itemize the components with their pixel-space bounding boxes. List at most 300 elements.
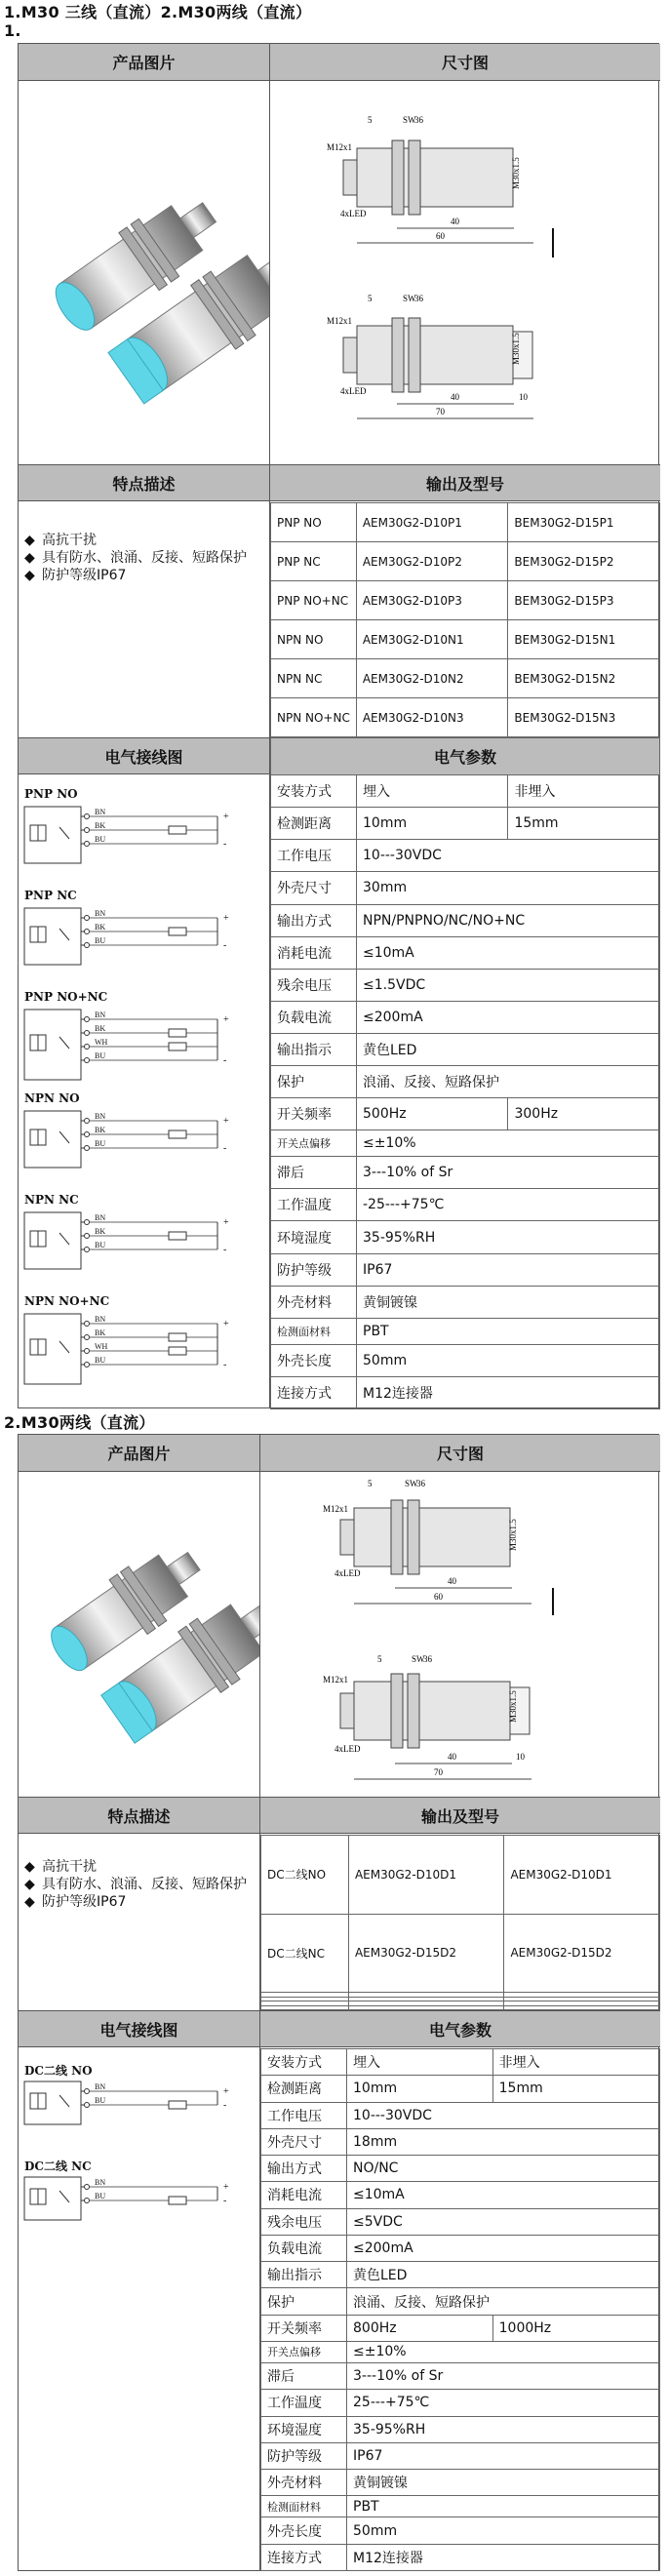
output-type: NPN NC <box>271 659 357 698</box>
wiring-title: PNP NC <box>24 889 77 902</box>
model-row <box>271 581 660 620</box>
param-name: 检测面材料 <box>271 1318 357 1344</box>
diamond-bullet-icon: ◆ <box>24 1894 35 1910</box>
param-row <box>261 2470 660 2496</box>
param-value: 50mm <box>347 2517 660 2544</box>
wire-label: WH <box>95 1038 108 1047</box>
param-name: 开关频率 <box>261 2315 347 2341</box>
wiring-title: DC二线 NC <box>24 2160 92 2173</box>
model-number: AEM30G2-D10P2 <box>356 542 508 581</box>
svg-text:-: - <box>223 1245 227 1255</box>
model-number <box>348 2005 504 2010</box>
param-value: 黄色LED <box>347 2262 660 2288</box>
param-row <box>261 2390 660 2416</box>
svg-text:M12x1: M12x1 <box>327 142 353 152</box>
wire-label: BN <box>95 808 106 816</box>
model-row <box>271 503 660 542</box>
wire-label: BN <box>95 1315 106 1324</box>
param-value: ≤±10% <box>347 2341 660 2362</box>
param-value: 10---30VDC <box>347 2102 660 2128</box>
svg-text:5: 5 <box>368 294 373 303</box>
param-name: 防护等级 <box>261 2442 347 2469</box>
param-row <box>261 2362 660 2389</box>
param-row <box>261 2315 660 2341</box>
param-table <box>270 737 660 1409</box>
param-value: 25---+75℃ <box>347 2390 660 2416</box>
param-name: 输出指示 <box>261 2262 347 2288</box>
photo-header: 产品图片 <box>19 44 269 81</box>
output-header: 输出及型号 <box>260 1797 660 1834</box>
model-row <box>261 1836 660 1915</box>
param-row <box>271 840 660 872</box>
param-name: 残余电压 <box>261 2208 347 2235</box>
wire-label: BU <box>95 835 106 844</box>
params-header: 电气参数 <box>260 2010 660 2047</box>
param-row <box>261 2262 660 2288</box>
model-number: BEM30G2-D15N3 <box>508 698 660 737</box>
param-name: 外壳长度 <box>261 2517 347 2544</box>
param-row <box>261 2517 660 2544</box>
param-value: IP67 <box>347 2442 660 2469</box>
model-row <box>271 698 660 737</box>
param-row <box>261 2235 660 2261</box>
param-name: 消耗电流 <box>261 2182 347 2208</box>
svg-text:10: 10 <box>516 1752 525 1762</box>
wire-label: BU <box>95 1356 106 1365</box>
wiring-diagram-icon <box>22 2175 256 2222</box>
param-row <box>271 936 660 969</box>
param-value: NO/NC <box>347 2156 660 2182</box>
param-row <box>271 1344 660 1376</box>
section2-title: 2.M30两线（直流） <box>4 1413 155 1432</box>
svg-text:60: 60 <box>436 231 445 241</box>
param-name: 外壳材料 <box>261 2470 347 2496</box>
diamond-bullet-icon: ◆ <box>24 1877 35 1892</box>
param-name: 工作温度 <box>271 1189 357 1221</box>
svg-text:+: + <box>223 2182 229 2193</box>
param-row <box>271 1098 660 1130</box>
features-header: 特点描述 <box>19 464 269 501</box>
wire-label: BN <box>95 1213 106 1222</box>
param-row <box>271 1157 660 1189</box>
feature-item: ◆ 高抗干扰 <box>24 533 97 548</box>
diamond-bullet-icon: ◆ <box>24 550 35 566</box>
param-row <box>271 1221 660 1253</box>
wiring-title: PNP NO <box>24 787 78 801</box>
param-name: 负载电流 <box>261 2235 347 2261</box>
param-name: 外壳材料 <box>271 1286 357 1318</box>
svg-text:-: - <box>223 2196 227 2206</box>
param-value: ≤10mA <box>347 2182 660 2208</box>
param-value: 500Hz <box>357 1098 508 1130</box>
svg-text:4xLED: 4xLED <box>340 209 367 218</box>
param-value: 非埋入 <box>508 775 660 808</box>
param-row <box>261 2341 660 2362</box>
param-row <box>261 2442 660 2469</box>
wire-label: BU <box>95 1139 106 1148</box>
param-row <box>271 1376 660 1408</box>
svg-text:40: 40 <box>448 1576 456 1586</box>
param-table <box>260 2048 660 2571</box>
param-row <box>261 2544 660 2570</box>
output-type: NPN NO <box>271 620 357 659</box>
param-row <box>261 2416 660 2442</box>
model-table <box>260 1835 660 2010</box>
param-name: 检测距离 <box>261 2076 347 2102</box>
wiring-diagram-icon <box>22 1008 256 1082</box>
output-type: PNP NC <box>271 542 357 581</box>
model-number: AEM30G2-D15D2 <box>348 1914 504 1993</box>
svg-text:M12x1: M12x1 <box>323 1675 349 1684</box>
svg-text:SW: SW <box>403 115 416 125</box>
feature-item: ◆ 防护等级IP67 <box>24 1894 127 1910</box>
param-row <box>271 1034 660 1066</box>
svg-text:36: 36 <box>423 1654 432 1664</box>
param-value: 35-95%RH <box>357 1221 660 1253</box>
param-row <box>271 1286 660 1318</box>
svg-text:4xLED: 4xLED <box>334 1568 361 1578</box>
svg-text:-: - <box>223 839 227 850</box>
param-value: 3---10% of Sr <box>347 2362 660 2389</box>
output-type <box>261 2005 349 2010</box>
svg-text:+: + <box>223 1319 229 1329</box>
param-value: -25---+75℃ <box>357 1189 660 1221</box>
param-name: 检测面材料 <box>261 2496 347 2517</box>
svg-text:+: + <box>223 1217 229 1228</box>
param-value: IP67 <box>357 1253 660 1286</box>
param-value: PBT <box>347 2496 660 2517</box>
param-value: ≤5VDC <box>347 2208 660 2235</box>
svg-text:40: 40 <box>451 217 459 226</box>
output-type: PNP NO <box>271 503 357 542</box>
svg-text:5: 5 <box>377 1654 382 1664</box>
document-title: 1.M30 三线（直流）2.M30两线（直流） <box>4 3 312 21</box>
model-row <box>261 2005 660 2010</box>
param-name: 工作电压 <box>271 840 357 872</box>
model-number: BEM30G2-D15P3 <box>508 581 660 620</box>
wire-label: BU <box>95 2192 106 2200</box>
wire-label: BK <box>95 1024 106 1033</box>
output-type: PNP NO+NC <box>271 581 357 620</box>
sensor-photo-icon <box>19 82 269 464</box>
param-name: 外壳长度 <box>271 1344 357 1376</box>
param-name: 输出方式 <box>261 2156 347 2182</box>
param-value: 10---30VDC <box>357 840 660 872</box>
svg-text:-: - <box>223 1360 227 1370</box>
wire-label: WH <box>95 1342 108 1351</box>
wire-label: BN <box>95 2082 106 2091</box>
param-name: 防护等级 <box>271 1253 357 1286</box>
svg-text:4xLED: 4xLED <box>334 1744 361 1754</box>
param-value: 800Hz <box>347 2315 493 2341</box>
param-name: 环境湿度 <box>271 1221 357 1253</box>
param-name: 安装方式 <box>271 775 357 808</box>
model-number: BEM30G2-D15N2 <box>508 659 660 698</box>
product-photo <box>19 1473 259 1797</box>
param-value: 10mm <box>347 2076 493 2102</box>
param-row <box>271 872 660 904</box>
param-value: 非埋入 <box>492 2049 659 2076</box>
param-value: 3---10% of Sr <box>357 1157 660 1189</box>
model-number: AEM30G2-D10N3 <box>356 698 508 737</box>
model-table <box>270 502 660 737</box>
output-type: DC二线NC <box>261 1914 349 1993</box>
dimension-drawing-icon <box>270 82 660 464</box>
wire-label: BU <box>95 2096 106 2105</box>
param-name: 消耗电流 <box>271 936 357 969</box>
wiring-diagrams <box>19 2048 259 2572</box>
param-row <box>271 904 660 936</box>
model-number: AEM30G2-D10D1 <box>348 1836 504 1915</box>
param-value: 15mm <box>492 2076 659 2102</box>
svg-text:70: 70 <box>434 1767 443 1777</box>
wire-label: BN <box>95 909 106 918</box>
param-value: 黄色LED <box>357 1034 660 1066</box>
wire-label: BN <box>95 1011 106 1019</box>
params-header: 电气参数 <box>271 738 660 775</box>
wiring-diagram-icon <box>22 1210 256 1271</box>
wiring-diagram-icon <box>22 1312 256 1386</box>
wiring-diagram-icon <box>22 906 256 967</box>
param-value: 300Hz <box>508 1098 660 1130</box>
param-value: ≤200mA <box>357 1001 660 1033</box>
drawing-flush <box>323 1479 553 1615</box>
feature-item: ◆ 具有防水、浪涌、反接、短路保护 <box>24 1877 247 1892</box>
param-value: 10mm <box>357 808 508 840</box>
wire-label: BN <box>95 1112 106 1121</box>
svg-text:5: 5 <box>368 115 373 125</box>
param-value: 埋入 <box>357 775 508 808</box>
wiring-header: 电气接线图 <box>19 737 269 774</box>
section1-number: 1. <box>4 21 21 40</box>
model-number: BEM30G2-D15N1 <box>508 620 660 659</box>
param-row <box>261 2102 660 2128</box>
param-name: 输出指示 <box>271 1034 357 1066</box>
output-type: NPN NO+NC <box>271 698 357 737</box>
model-number: AEM30G2-D10N1 <box>356 620 508 659</box>
feature-list <box>24 532 266 584</box>
model-number: BEM30G2-D15P1 <box>508 503 660 542</box>
wire-label: BK <box>95 1328 106 1337</box>
param-name: 连接方式 <box>261 2544 347 2570</box>
dimension-drawings <box>270 82 660 464</box>
section1-table <box>18 43 659 1408</box>
param-value: 30mm <box>357 872 660 904</box>
dimension-drawing-icon <box>260 1473 660 1797</box>
param-value: ≤10mA <box>357 936 660 969</box>
param-name: 环境湿度 <box>261 2416 347 2442</box>
model-number: AEM30G2-D15D2 <box>504 1914 660 1993</box>
param-value: M12连接器 <box>347 2544 660 2570</box>
param-row <box>261 2049 660 2076</box>
svg-text:36: 36 <box>416 1479 425 1488</box>
param-name: 检测距离 <box>271 808 357 840</box>
param-value: 黄铜镀镍 <box>357 1286 660 1318</box>
features-header: 特点描述 <box>19 1797 259 1834</box>
model-row <box>271 620 660 659</box>
model-number <box>504 2005 660 2010</box>
param-row <box>261 2182 660 2208</box>
model-row <box>261 1914 660 1993</box>
model-row <box>271 659 660 698</box>
photo-header: 产品图片 <box>19 1435 259 1472</box>
param-value: 黄铜镀镍 <box>347 2470 660 2496</box>
param-row <box>271 1318 660 1344</box>
section2-table <box>18 1434 659 2571</box>
param-row <box>271 775 660 808</box>
param-value: 35-95%RH <box>347 2416 660 2442</box>
param-name: 开关点偏移 <box>261 2341 347 2362</box>
wiring-diagram-icon <box>22 2080 256 2126</box>
output-header: 输出及型号 <box>270 464 660 501</box>
svg-text:M12x1: M12x1 <box>327 316 353 326</box>
diamond-bullet-icon: ◆ <box>24 533 35 548</box>
svg-text:+: + <box>223 812 229 822</box>
param-value: PBT <box>357 1318 660 1344</box>
diamond-bullet-icon: ◆ <box>24 1859 35 1875</box>
param-value: 1000Hz <box>492 2315 659 2341</box>
svg-text:M30x1.5: M30x1.5 <box>508 1690 518 1723</box>
param-row <box>261 2288 660 2315</box>
param-name: 滞后 <box>261 2362 347 2389</box>
svg-text:-: - <box>223 1143 227 1154</box>
wiring-diagrams <box>19 775 269 1409</box>
svg-text:10: 10 <box>519 392 528 402</box>
model-row <box>271 542 660 581</box>
param-value: NPN/PNPNO/NC/NO+NC <box>357 904 660 936</box>
param-name: 负载电流 <box>271 1001 357 1033</box>
svg-text:-: - <box>223 940 227 951</box>
wire-label: BU <box>95 936 106 945</box>
wire-label: BK <box>95 1126 106 1134</box>
wiring-header: 电气接线图 <box>19 2010 259 2047</box>
wiring-title: PNP NO+NC <box>24 990 108 1004</box>
svg-text:+: + <box>223 2086 229 2097</box>
feature-item: ◆ 高抗干扰 <box>24 1859 97 1875</box>
svg-text:60: 60 <box>434 1592 443 1602</box>
svg-text:40: 40 <box>448 1752 456 1762</box>
param-name: 安装方式 <box>261 2049 347 2076</box>
diamond-bullet-icon: ◆ <box>24 568 35 583</box>
wire-label: BK <box>95 1227 106 1236</box>
drawing-flush <box>327 115 553 258</box>
svg-text:-: - <box>223 2100 227 2111</box>
param-row <box>261 2156 660 2182</box>
wire-label: BN <box>95 2178 106 2187</box>
model-number: AEM30G2-D10P3 <box>356 581 508 620</box>
param-name: 连接方式 <box>271 1376 357 1408</box>
wire-label: BU <box>95 1241 106 1249</box>
param-row <box>271 1066 660 1098</box>
param-value: M12连接器 <box>357 1376 660 1408</box>
param-value: ≤200mA <box>347 2235 660 2261</box>
svg-text:SW: SW <box>412 1654 425 1664</box>
param-row <box>271 1189 660 1221</box>
model-number: AEM30G2-D10N2 <box>356 659 508 698</box>
sensor-photo-icon <box>19 1473 259 1797</box>
param-name: 开关频率 <box>271 1098 357 1130</box>
model-number: BEM30G2-D15P2 <box>508 542 660 581</box>
param-row <box>271 969 660 1001</box>
svg-text:40: 40 <box>451 392 459 402</box>
param-value: 埋入 <box>347 2049 493 2076</box>
param-value: ≤±10% <box>357 1130 660 1157</box>
param-row <box>261 2496 660 2517</box>
svg-text:-: - <box>223 1055 227 1066</box>
wiring-diagram-icon <box>22 1109 256 1169</box>
svg-text:70: 70 <box>436 407 445 416</box>
wiring-title: NPN NC <box>24 1193 79 1207</box>
dims-header: 尺寸图 <box>260 1435 660 1472</box>
param-name: 输出方式 <box>271 904 357 936</box>
param-value: 18mm <box>347 2128 660 2155</box>
svg-text:36: 36 <box>414 294 423 303</box>
param-name: 开关点偏移 <box>271 1130 357 1157</box>
svg-text:M30x1.5: M30x1.5 <box>511 333 521 365</box>
product-photo <box>19 82 269 464</box>
dimension-drawings <box>260 1473 660 1797</box>
wire-label: BK <box>95 821 106 830</box>
param-row <box>261 2208 660 2235</box>
param-name: 工作电压 <box>261 2102 347 2128</box>
param-name: 残余电压 <box>271 969 357 1001</box>
wire-label: BU <box>95 1051 106 1060</box>
param-value: ≤1.5VDC <box>357 969 660 1001</box>
wiring-title: NPN NO+NC <box>24 1294 110 1308</box>
wiring-title: NPN NO <box>24 1091 80 1105</box>
wiring-diagram-icon <box>22 805 256 865</box>
wiring-title: DC二线 NO <box>24 2064 93 2078</box>
model-number: AEM30G2-D10P1 <box>356 503 508 542</box>
dims-header: 尺寸图 <box>270 44 660 81</box>
feature-list <box>24 1858 256 1911</box>
param-name: 滞后 <box>271 1157 357 1189</box>
model-number: AEM30G2-D10D1 <box>504 1836 660 1915</box>
svg-text:+: + <box>223 913 229 924</box>
param-row <box>261 2076 660 2102</box>
feature-item: ◆ 防护等级IP67 <box>24 568 127 583</box>
svg-text:5: 5 <box>368 1479 373 1488</box>
svg-text:+: + <box>223 1014 229 1025</box>
param-row <box>261 2128 660 2155</box>
param-row <box>271 808 660 840</box>
params-header-row <box>271 738 660 775</box>
param-row <box>271 1001 660 1033</box>
param-name: 保护 <box>261 2288 347 2315</box>
param-value: 50mm <box>357 1344 660 1376</box>
svg-text:M30x1.5: M30x1.5 <box>508 1519 518 1551</box>
param-row <box>271 1253 660 1286</box>
svg-text:SW: SW <box>403 294 416 303</box>
svg-text:SW: SW <box>405 1479 418 1488</box>
svg-text:36: 36 <box>414 115 423 125</box>
svg-text:M12x1: M12x1 <box>323 1504 349 1514</box>
drawing-nonflush <box>327 294 533 418</box>
wire-label: BK <box>95 923 106 931</box>
output-type: DC二线NO <box>261 1836 349 1915</box>
svg-text:4xLED: 4xLED <box>340 386 367 396</box>
param-name: 外壳尺寸 <box>261 2128 347 2155</box>
drawing-nonflush <box>323 1654 531 1779</box>
param-value: 浪涌、反接、短路保护 <box>357 1066 660 1098</box>
param-value: 15mm <box>508 808 660 840</box>
feature-item: ◆ 具有防水、浪涌、反接、短路保护 <box>24 550 247 566</box>
param-name: 工作温度 <box>261 2390 347 2416</box>
svg-text:+: + <box>223 1116 229 1127</box>
svg-text:M30x1.5: M30x1.5 <box>511 157 521 189</box>
param-value: 浪涌、反接、短路保护 <box>347 2288 660 2315</box>
param-name: 外壳尺寸 <box>271 872 357 904</box>
